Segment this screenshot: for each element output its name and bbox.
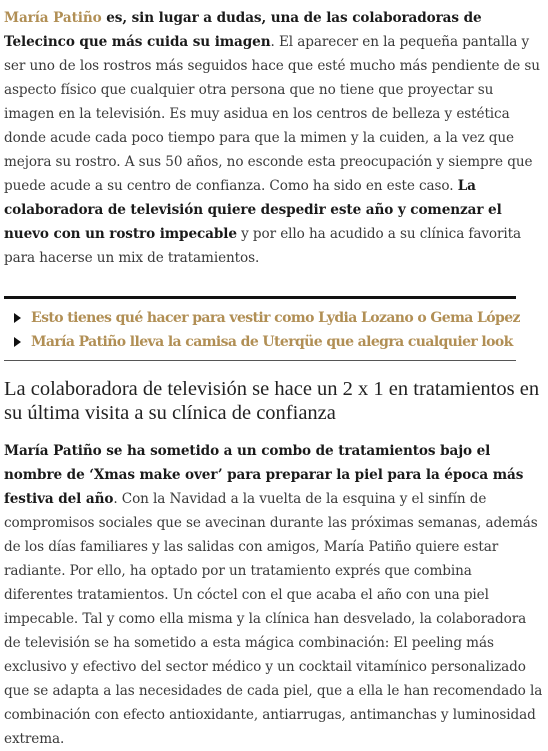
maria-patino-link[interactable]: María Patiño	[4, 10, 102, 26]
body-text-1: . Con la Navidad a la vuelta de la esquina y el sinfín de compromisos sociales que se avecinan durante las próximas semanas, además de los días familiares y las salidas con amigos, María Patiño quiere estar radiante. Por ello, ha optado por un tratamiento exprés que combina diferentes tratamientos. Un cóctel con el que acaba el año con una piel impecable. Tal y como ella misma y la clínica han desvelado, la colaboradora de televisión se ha sometido a esta mágica combinación: El peeling más exclusivo y efectivo del sector médico y un cocktail vitamínico personalizado que se adapta a las necesidades de cada piel, que a ella le han recomendado la combinación con efecto antioxidante, antiarrugas, antimanchas y luminosidad extrema.	[4, 491, 543, 747]
related-link-uterque[interactable]: María Patiño lleva la camisa de Uterqüe que alegra cualquier look	[31, 334, 513, 350]
intro-text-1: . El aparecer en la pequeña pantalla y ser uno de los rostros más seguidos hace que esté mucho más pendiente de su aspecto físico que cualquier otra persona que no tiene que proyectar su imagen en la televisión. Es muy asidua en los centros de belleza y estética donde acude cada poco tiempo para que la mimen y la cuiden, a la vez que mejora su rostro. A sus 50 años, no esconde esta preocupación y siempre que puede acude a su centro de confianza. Como ha sido en este caso.	[4, 34, 540, 194]
body-paragraph	[4, 439, 544, 751]
body-bold-1: María Patiño se ha sometido a un combo de tratamientos bajo el nombre de ‘Xmas make over’ para preparar la piel para la época más festiva del año	[4, 443, 524, 507]
section-subheading: La colaboradora de televisión se hace un 2 x 1 en tratamientos en su última visita a su clínica de confianza	[4, 378, 540, 424]
related-item	[4, 306, 520, 330]
intro-bold-1: es, sin lugar a dudas, una de las colaboradoras de Telecinco que más cuida su imagen	[4, 10, 482, 50]
article-body	[4, 6, 544, 751]
intro-text-2: y por ello ha acudido a su clínica favorita para hacerse un mix de tratamientos.	[4, 226, 522, 266]
related-item	[4, 330, 516, 354]
triangle-right-icon	[14, 313, 21, 323]
triangle-right-icon	[14, 337, 21, 347]
related-links-box	[4, 296, 520, 361]
related-link-lydia-gema[interactable]: Esto tienes qué hacer para vestir como Lydia Lozano o Gema López	[31, 310, 520, 326]
intro-paragraph	[4, 6, 544, 270]
intro-bold-2: La colaboradora de televisión quiere despedir este año y comenzar el nuevo con un rostro impecable	[4, 178, 502, 242]
